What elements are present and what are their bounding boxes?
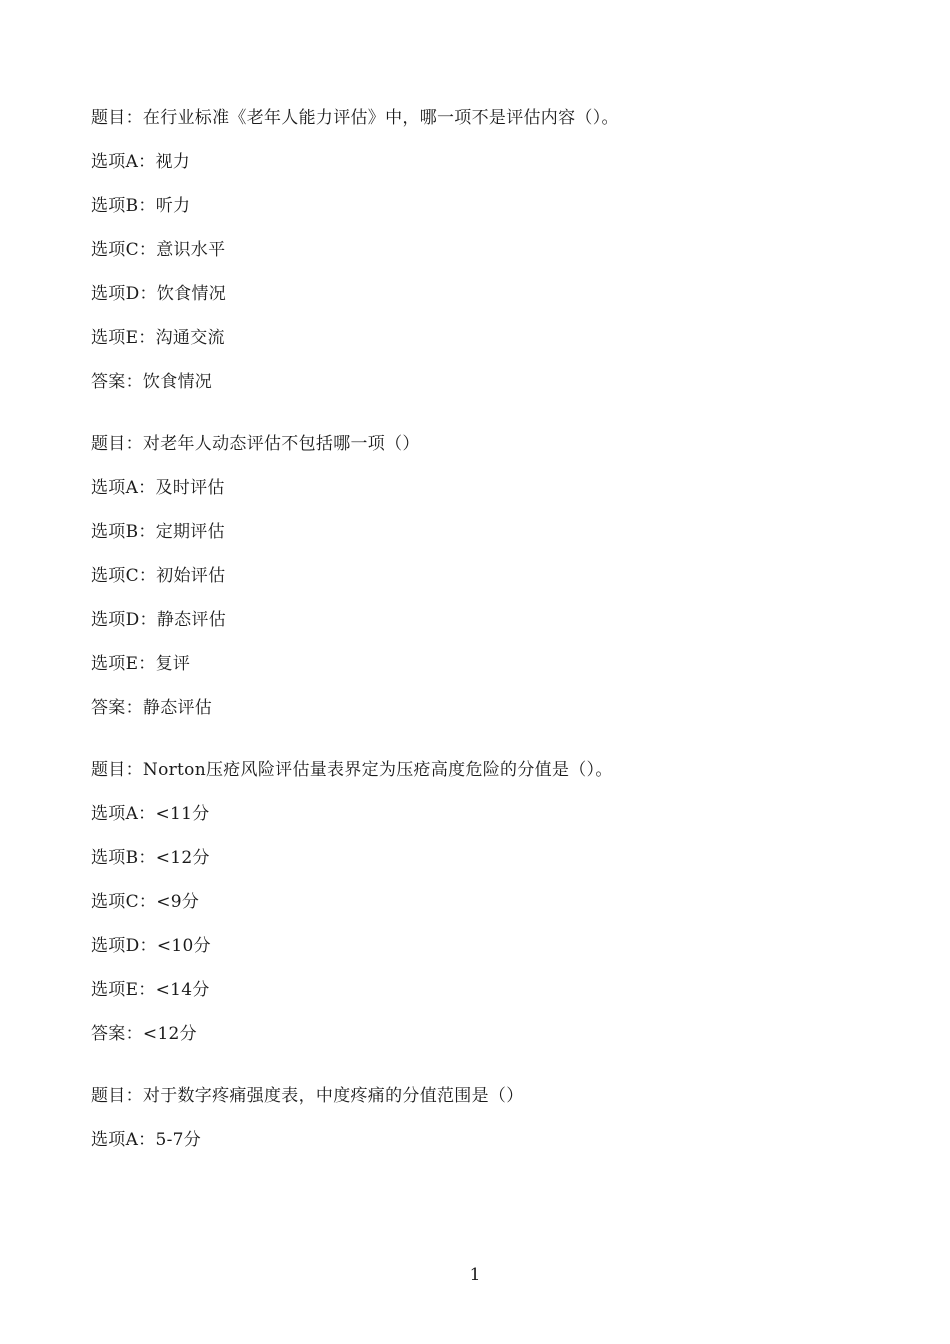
answer: 答案：<12分 [91, 1024, 197, 1044]
option-a: 选项A：视力 [91, 152, 191, 172]
option-b: 选项B：听力 [91, 196, 191, 216]
option-e: 选项E：<14分 [91, 980, 210, 1000]
question-block-1 [91, 106, 871, 394]
option-a: 选项A：<11分 [91, 804, 210, 824]
question-block-2 [91, 432, 871, 720]
option-d: 选项D：饮食情况 [91, 284, 227, 304]
answer: 答案：饮食情况 [91, 372, 213, 392]
question-block-3 [91, 758, 871, 1046]
page-number: 1 [469, 1265, 481, 1285]
option-a: 选项A：及时评估 [91, 478, 225, 498]
option-b: 选项B：<12分 [91, 848, 210, 868]
option-c: 选项C：初始评估 [91, 566, 226, 586]
question-title: 题目：Norton压疮风险评估量表界定为压疮高度危险的分值是（）。 [91, 760, 613, 780]
option-a: 选项A：5-7分 [91, 1130, 202, 1150]
option-c: 选项C：意识水平 [91, 240, 226, 260]
answer: 答案：静态评估 [91, 698, 213, 718]
option-e: 选项E：复评 [91, 654, 191, 674]
option-e: 选项E：沟通交流 [91, 328, 225, 348]
option-b: 选项B：定期评估 [91, 522, 225, 542]
question-title: 题目：对于数字疼痛强度表，中度疼痛的分值范围是（） [91, 1086, 524, 1106]
question-title: 题目：对老年人动态评估不包括哪一项（） [91, 434, 420, 454]
question-block-4 [91, 1084, 871, 1152]
option-d: 选项D：<10分 [91, 936, 211, 956]
question-list [91, 106, 871, 1190]
option-d: 选项D：静态评估 [91, 610, 227, 630]
option-c: 选项C：<9分 [91, 892, 200, 912]
question-title: 题目：在行业标准《老年人能力评估》中，哪一项不是评估内容（）。 [91, 108, 619, 128]
